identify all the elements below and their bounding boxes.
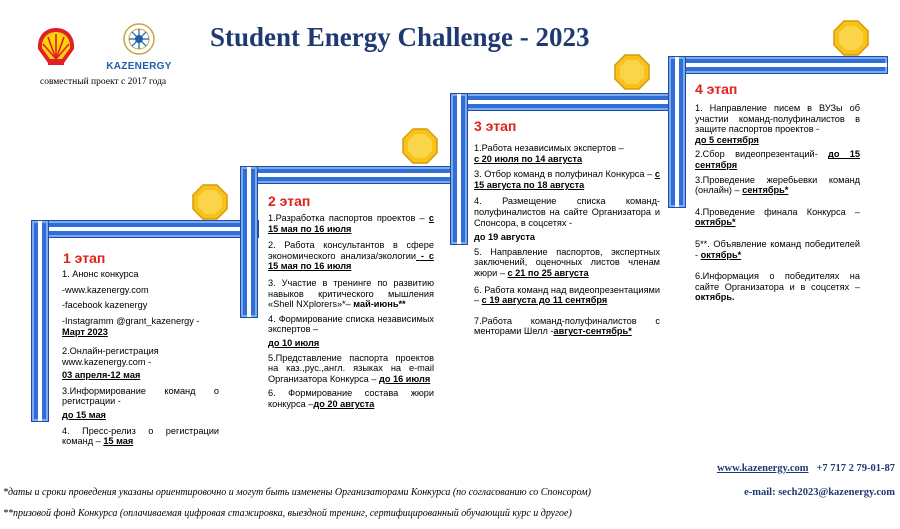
stage-4-date: до 15 сентября	[695, 149, 861, 170]
stage-1-item-text: 4. Пресс-релиз о регистрации команд –	[62, 425, 219, 447]
stage-4-date: до 5 сентября	[695, 134, 759, 145]
stage-3-item: 4. Размещение списка команд-полуфиналистов на сайте Организатора и Спонсора, в соцсетях -	[474, 196, 660, 228]
stage-2-item-text: 2. Работа консультантов в сфере экономического анализа/экологии	[268, 240, 434, 261]
stage-4-item	[695, 207, 860, 228]
stage-3-item-text: 1.Работа независимых экспертов –	[474, 143, 624, 153]
stage-2-item-text: 6. Формирование состава жюри конкурса –	[268, 388, 434, 409]
stage-2-date: до 10 июля	[268, 337, 320, 348]
stage-2-item	[268, 388, 434, 409]
footnote-prize: **призовой фонд Конкурса (оплачиваемая цифровая стажировка, выездной тренинг, сертифицированный обучающий курс и другое)	[3, 508, 572, 519]
stage-4-item	[695, 175, 860, 196]
stage-3-item-text: 7.Работа команд-полуфиналистов с менторами Шелл -	[474, 315, 660, 337]
stage-4-title: 4 этап	[695, 81, 738, 97]
stage-4-coin-icon	[833, 20, 869, 56]
stage-3-item	[474, 316, 660, 337]
stage-2-frame-top	[241, 167, 467, 183]
stage-2-date: с 15 мая по 16 июля	[268, 213, 434, 234]
stage-1-title: 1 этап	[63, 250, 106, 266]
stage-3-item	[474, 247, 660, 279]
stage-3-frame-side	[451, 94, 467, 244]
stage-3-item-text: 5. Направление паспортов, экспертных заключений, оценочных листов членам жюри –	[474, 246, 660, 278]
stage-1-item: 2.Онлайн-регистрация	[62, 345, 159, 356]
stage-3-item-text: 6. Работа команд над видеопрезентациями –	[474, 284, 660, 306]
stage-3-item	[474, 169, 660, 190]
email-link[interactable]: e-mail: sech2023@kazenergy.com	[744, 487, 895, 498]
stage-3-date: с 19 августа до 11 сентября	[481, 295, 608, 306]
stage-1-item: 1. Анонс конкурса	[62, 269, 139, 279]
stage-1-date: 15 мая	[103, 436, 134, 447]
stage-4-item-text: 5**. Объявление команд победителей -	[695, 238, 860, 260]
kazenergy-logo	[103, 22, 175, 72]
contact-line-1	[717, 463, 895, 474]
stage-4-item	[695, 271, 860, 303]
stage-1-date: до 15 мая	[62, 409, 106, 420]
kazenergy-emblem-icon	[103, 22, 175, 56]
stage-4-item	[695, 239, 860, 260]
stage-4-date: октябрь.	[695, 292, 735, 303]
stage-3-date: август-сентябрь*	[553, 326, 632, 337]
page-subtitle: совместный проект с 2017 года	[40, 77, 167, 87]
stage-1-date: Март 2023	[62, 327, 108, 338]
stage-3-item	[474, 143, 660, 164]
stage-1-item	[62, 426, 219, 447]
stage-4-item-text: 1. Направление писем в ВУЗы об участии команд-полуфиналистов в защите паспортов проектов -	[695, 103, 860, 135]
stage-1-date: 03 апреля-12 мая	[62, 370, 141, 381]
stage-4-content	[695, 103, 860, 309]
stage-3-title: 3 этап	[474, 118, 517, 134]
stage-2-title: 2 этап	[268, 193, 311, 209]
stage-4-item	[695, 103, 860, 145]
stage-2-item: 4. Формирование списка независимых экспертов –	[268, 313, 434, 335]
stage-2-item	[268, 278, 434, 310]
stage-2-content	[268, 213, 434, 416]
stage-2-item	[268, 240, 434, 272]
stage-4-item	[695, 149, 860, 170]
stage-1-coin-icon	[192, 184, 228, 220]
stage-2-item-text: 3. Участие в тренинге по развитию навыков критического мышления «Shell NXplorers»*–	[268, 277, 434, 310]
stage-3-content	[474, 143, 660, 343]
footnote-dates: *даты и сроки проведения указаны ориентировочно и могут быть изменены Организаторами Конкурса (по согласованию со Спонсором)	[3, 487, 591, 498]
stage-2-item-text: 1.Разработка паспортов проектов –	[268, 213, 425, 223]
kazenergy-wordmark: KAZENERGY	[106, 61, 172, 72]
website-link[interactable]: www.kazenergy.com	[716, 463, 809, 474]
stage-1-item: -www.kazenergy.com	[62, 284, 149, 295]
stage-1-item: 3.Информирование команд о регистрации -	[62, 385, 219, 407]
shell-logo	[34, 25, 78, 69]
stage-2-date: май-июнь**	[350, 299, 406, 310]
stage-3-date: с 21 по 25 августа	[507, 267, 589, 278]
stage-2-frame-side	[241, 167, 257, 317]
stage-3-date: до 19 августа	[474, 232, 535, 243]
stage-4-date: октябрь*	[700, 249, 742, 260]
stage-3-coin-icon	[614, 54, 650, 90]
stage-4-item-text: 6.Информация о победителях на сайте Организатора и в соцсетях –	[695, 271, 860, 292]
stage-2-item-text: 5.Представление паспорта проектов на каз.,рус.,англ. языках на e-mail Организатора Конкурса –	[268, 352, 434, 384]
page-title: Student Energy Challenge - 2023	[210, 22, 590, 52]
stage-3-date: с 15 августа по 18 августа	[474, 169, 660, 190]
stage-2-date: до 16 июля	[379, 373, 431, 384]
stage-3-item-text: 3. Отбор команд в полуфинал Конкурса –	[474, 169, 655, 180]
stage-3-item	[474, 285, 660, 306]
stage-4-frame-top	[669, 57, 887, 73]
stage-4-item-text: 4.Проведение финала Конкурса –	[695, 206, 860, 217]
stage-4-item-text: 2.Сбор видеопрезентаций-	[695, 149, 829, 160]
stage-4-date: октябрь*	[695, 217, 736, 228]
stage-4-frame-side	[669, 57, 685, 207]
stage-4-date: сентябрь*	[742, 185, 789, 196]
stage-2-coin-icon	[402, 128, 438, 164]
stage-2-item	[268, 353, 434, 385]
stage-4-item-text: 3.Проведение жеребьевки команд (онлайн) –	[695, 174, 860, 196]
stage-3-frame-top	[451, 94, 677, 110]
stage-1-frame-side	[32, 221, 48, 421]
stage-2-date: - с 15 мая по 16 июля	[268, 250, 434, 272]
stage-3-date: с 20 июля по 14 августа	[474, 153, 583, 164]
stage-1-item: www.kazenergy.com -	[62, 356, 152, 367]
stage-1-item: -Instagramm @grant_kazenergy -	[62, 315, 200, 326]
shell-logo-icon	[34, 25, 78, 69]
stage-1-content	[62, 269, 219, 453]
stage-1-frame-top	[32, 221, 258, 237]
phone-number: +7 717 2 79-01-87	[816, 463, 895, 474]
stage-2-item	[268, 213, 434, 234]
stage-1-item: -facebook kazenergy	[62, 300, 148, 311]
stage-2-date: до 20 августа	[313, 398, 375, 409]
